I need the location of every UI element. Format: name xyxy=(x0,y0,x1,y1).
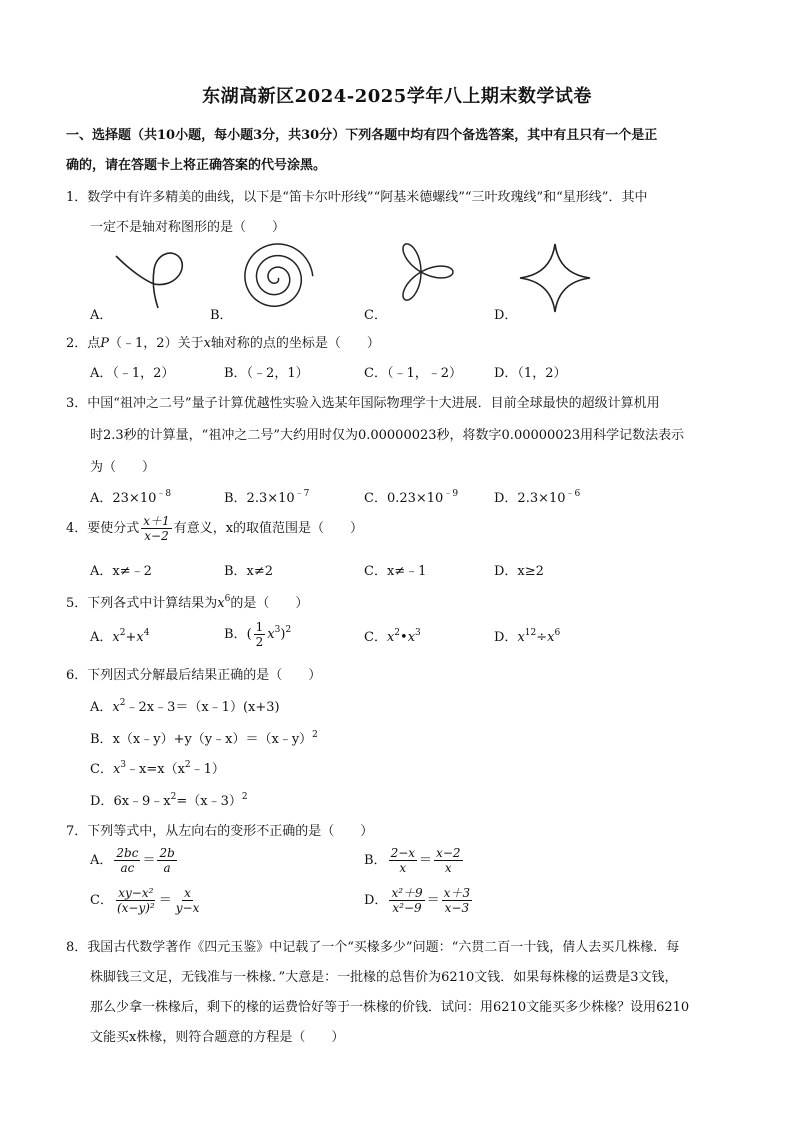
q5-option-d: D．$x^{12}\div x^6$ xyxy=(494,628,561,645)
q7-option-b: B． $\frac{2-x}{x}$ ＝ $\frac{x-2}{x}$ xyxy=(364,846,461,875)
q1-option-d: D． xyxy=(494,308,518,323)
astroid-figure xyxy=(516,240,594,316)
q3-option-d: D．$2.3\times 10^{﹣6}$ xyxy=(494,489,581,506)
q6-stem: 6．下列因式分解最后结果正确的是（ ） xyxy=(66,668,322,683)
q1-option-b: B． xyxy=(210,308,233,323)
q4-option-b: B．x≠2 xyxy=(224,564,274,579)
q3-stem-line1: 3．中国“祖冲之二号”量子计算优越性实验入选某年国际物理学十大进展．目前全球最快的超级计算机用 xyxy=(66,396,660,411)
q2-option-a: A．（﹣1，2） xyxy=(90,366,175,381)
exam-title: 东湖高新区2024-2025学年八上期末数学试卷 xyxy=(202,86,592,107)
q6-option-d: D．$6x﹣9﹣x^2=(x﹣3)^2$ xyxy=(90,792,248,809)
q6-option-b: B．x（x﹣y）+y（y﹣x）＝（x﹣y）$^2$ xyxy=(90,730,318,747)
q4-fraction: $\frac{x+1}{x-2}$ xyxy=(143,514,170,543)
q5-option-a: A．$x^2+x^4$ xyxy=(90,628,150,645)
section-heading-line2: 确的，请在答题卡上将正确答案的代号涂黑。 xyxy=(66,158,327,173)
q7-stem: 7．下列等式中，从左向右的变形不正确的是（ ） xyxy=(66,824,374,839)
q1-option-a: A． xyxy=(90,308,113,323)
three-leaf-rose-figure xyxy=(386,242,456,318)
q3-stem-line2: 时2.3秒的计算量，“祖冲之二号”大约用时仅为0.00000023秒，将数字0.00000023用科学记数法表示 xyxy=(90,428,685,443)
q3-stem-line3: 为（ ） xyxy=(90,460,156,475)
section-heading-line1: 一、选择题（共10小题，每小题3分，共30分）下列各题中均有四个备选答案，其中有且只有一个是正 xyxy=(66,128,658,143)
q3-option-c: C．$0.23\times 10^{﹣9}$ xyxy=(364,489,459,506)
q7-option-d: D． $\frac{\text{x²＋9}}{\text{x²−9}}$ ＝ $\frac{x+3}{x-3}$ xyxy=(364,886,471,915)
q1-stem-line2: 一定不是轴对称图形的是（ ） xyxy=(90,220,286,235)
q2-option-c: C．（﹣1，﹣2） xyxy=(364,366,462,381)
q1-option-c: C． xyxy=(364,308,387,323)
q5-stem: 5．下列各式中计算结果为$x^6$的是（ ） xyxy=(66,594,309,611)
q5-option-b: B．( $\frac{1}{2}$ $x^3)^2$ xyxy=(224,620,292,649)
q5-option-c: C．$x^2•x^3$ xyxy=(364,628,421,645)
q2-option-b: B．（﹣2，1） xyxy=(224,366,309,381)
q7-option-c: C． $\frac{\text{xy−x²}}{\text{(x−y)²}}$ ＝ $\frac{x}{y-x}$ xyxy=(90,886,200,915)
folium-curve-figure xyxy=(112,240,192,312)
q4-option-d: D．x≥2 xyxy=(494,564,544,579)
q2-option-d: D．（1，2） xyxy=(494,366,567,381)
q4-stem: 4．要使分式 $\frac{x+1}{x-2}$ 有意义，x的取值范围是（ ） xyxy=(66,514,364,543)
q4-option-c: C．x≠﹣1 xyxy=(364,564,427,579)
q8-stem-line2: 株脚钱三文足，无钱准与一株椽．”大意是：一批椽的总售价为6210文钱．如果每株椽的运费是3文钱， xyxy=(90,970,678,985)
q6-option-c: C．$x^3﹣x=x(x^2﹣1)$ xyxy=(90,760,225,777)
q4-option-a: A．x≠﹣2 xyxy=(90,564,152,579)
q8-stem-line4: 文能买x株椽，则符合题意的方程是（ ） xyxy=(90,1030,345,1045)
q8-stem-line1: 8．我国古代数学著作《四元玉鉴》中记载了一个“买椽多少”问题：“六贯二百一十钱，倩人去买几株椽．每 xyxy=(66,940,680,955)
q7-option-a: A． $\frac{2bc}{ac}$ ＝ $\frac{2b}{a}$ xyxy=(90,846,175,875)
q3-option-b: B．$2.3\times 10^{﹣7}$ xyxy=(224,489,310,506)
q3-option-a: A．$23\times 10^{﹣8}$ xyxy=(90,489,172,506)
q2-stem: 2．点P（﹣1，2）关于x轴对称的点的坐标是（ ） xyxy=(66,336,380,351)
q1-stem-line1: 1．数学中有许多精美的曲线，以下是“笛卡尔叶形线”“阿基米德螺线”“三叶玫瑰线”和“星形线”．其中 xyxy=(66,190,648,205)
q6-option-a: A．$x^2﹣2x﹣3=(x﹣1)(x+3)$ xyxy=(90,698,280,715)
archimedean-spiral-figure xyxy=(236,240,322,316)
q8-stem-line3: 那么少拿一株椽后，剩下的椽的运费恰好等于一株椽的价钱．试问：用6210文能买多少株椽？设用6210 xyxy=(90,1000,690,1015)
